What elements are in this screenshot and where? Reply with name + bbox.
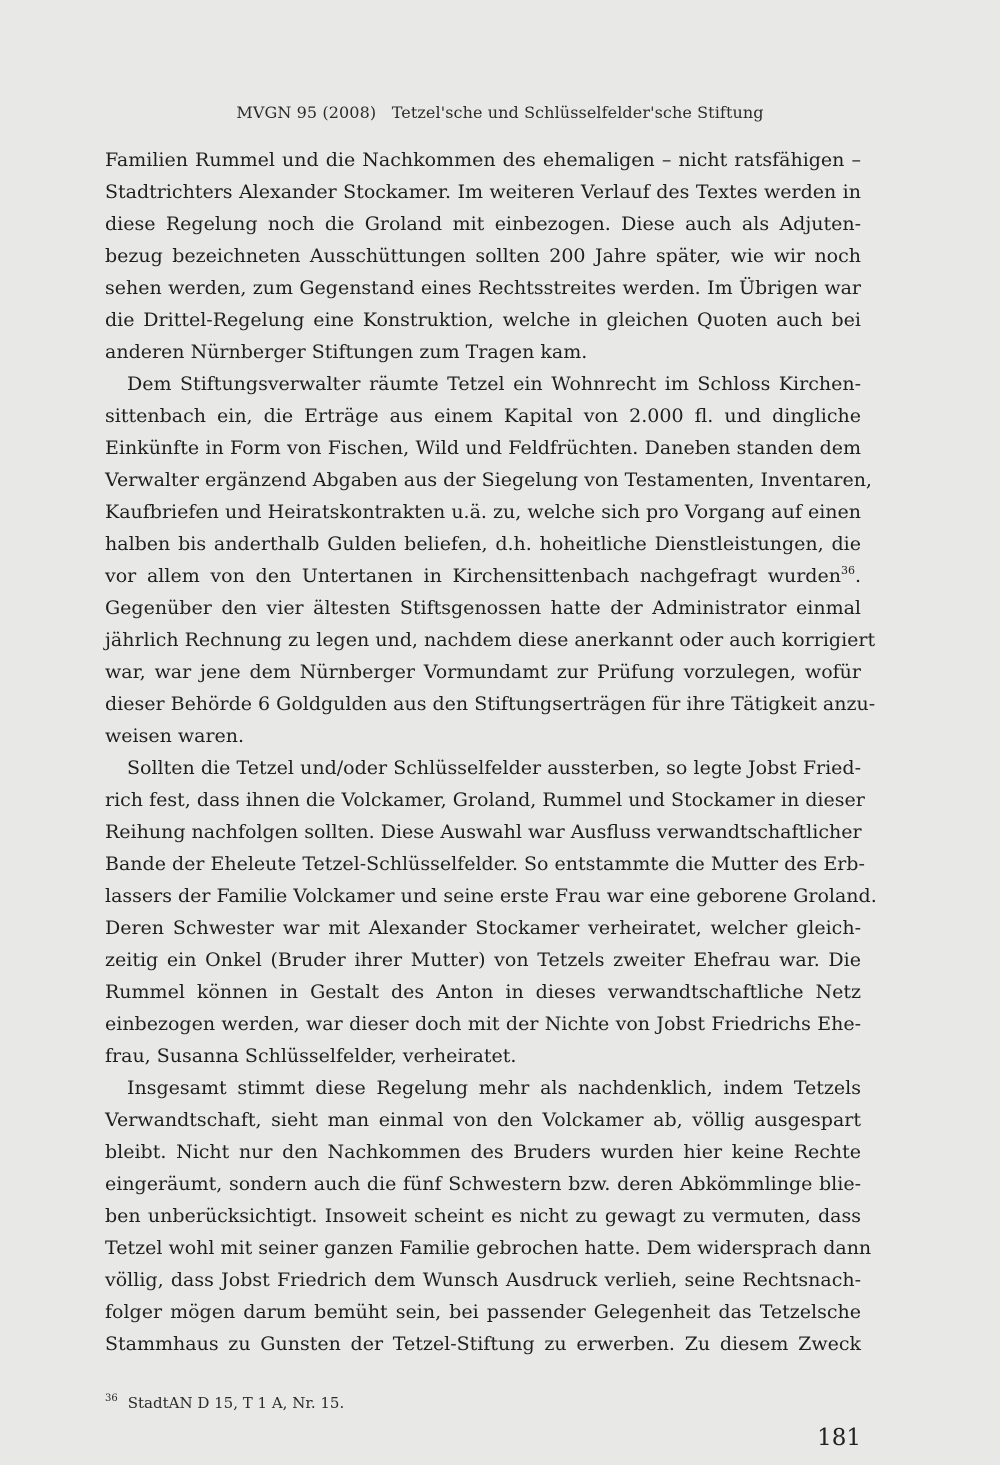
text-line: rich fest, dass ihnen die Volckamer, Groland, Rummel und Stockamer in dieser bbox=[105, 789, 865, 811]
text-line: Deren Schwester war mit Alexander Stockamer verheiratet, welcher gleich- bbox=[105, 917, 861, 939]
text-line: Dem Stiftungsverwalter räumte Tetzel ein Wohnrecht im Schloss Kirchen- bbox=[127, 373, 861, 395]
footnote-reference[interactable]: 36 bbox=[840, 564, 855, 577]
text-line: einbezogen werden, war dieser doch mit der Nichte von Jobst Friedrichs Ehe- bbox=[105, 1013, 861, 1035]
text-line: Einkünfte in Form von Fischen, Wild und Feldfrüchten. Daneben standen dem bbox=[105, 437, 861, 459]
text-line: die Drittel-Regelung eine Konstruktion, welche in gleichen Quoten auch bei bbox=[105, 309, 861, 331]
text-line: Rummel können in Gestalt des Anton in dieses verwandtschaftliche Netz bbox=[105, 981, 861, 1003]
text-line: jährlich Rechnung zu legen und, nachdem diese anerkannt oder auch korrigiert bbox=[105, 629, 876, 651]
text-line: Verwandtschaft, sieht man einmal von den Volckamer ab, völlig ausgespart bbox=[105, 1109, 861, 1131]
page-number: 181 bbox=[817, 1425, 861, 1451]
text-line: halben bis anderthalb Gulden beliefen, d.h. hoheitliche Dienstleistungen, die bbox=[105, 533, 861, 555]
footnote-number: 36 bbox=[105, 1393, 118, 1404]
text-line: folger mögen darum bemüht sein, bei passender Gelegenheit das Tetzelsche bbox=[105, 1301, 861, 1323]
text-line: ben unberücksichtigt. Insoweit scheint es nicht zu gewagt zu vermuten, dass bbox=[105, 1205, 861, 1227]
text-line: anderen Nürnberger Stiftungen zum Tragen kam. bbox=[105, 341, 588, 363]
text-line: Reihung nachfolgen sollten. Diese Auswahl war Ausfluss verwandtschaftlicher bbox=[105, 821, 862, 843]
text-line: völlig, dass Jobst Friedrich dem Wunsch Ausdruck verlieh, seine Rechtsnach- bbox=[105, 1269, 861, 1291]
text-line: Stadtrichters Alexander Stockamer. Im weiteren Verlauf des Textes werden in bbox=[105, 181, 861, 203]
text-line: Familien Rummel und die Nachkommen des ehemaligen – nicht ratsfähigen – bbox=[105, 149, 861, 171]
text-line: war, war jene dem Nürnberger Vormundamt zur Prüfung vorzulegen, wofür bbox=[105, 661, 861, 683]
text-line: Sollten die Tetzel und/oder Schlüsselfelder aussterben, so legte Jobst Fried- bbox=[127, 757, 861, 779]
text-line: Gegenüber den vier ältesten Stiftsgenossen hatte der Administrator einmal bbox=[105, 597, 861, 619]
text-line-with-footnote bbox=[105, 560, 861, 592]
footnote-reference-suffix: . bbox=[854, 565, 861, 587]
text-line: Bande der Eheleute Tetzel-Schlüsselfelder. So entstammte die Mutter des Erb- bbox=[105, 853, 865, 875]
footnote-text: StadtAN D 15, T 1 A, Nr. 15. bbox=[127, 1394, 345, 1412]
text-line: sittenbach ein, die Erträge aus einem Kapital von 2.000 fl. und dingliche bbox=[105, 405, 861, 427]
text-line: Stammhaus zu Gunsten der Tetzel-Stiftung zu erwerben. Zu diesem Zweck bbox=[105, 1333, 861, 1355]
text-line-content: vor allem von den Untertanen in Kirchensittenbach nachgefragt wurden bbox=[105, 565, 841, 587]
footnote bbox=[105, 1393, 344, 1412]
text-line: bleibt. Nicht nur den Nachkommen des Bruders wurden hier keine Rechte bbox=[105, 1141, 861, 1163]
text-line: zeitig ein Onkel (Bruder ihrer Mutter) von Tetzels zweiter Ehefrau war. Die bbox=[105, 949, 861, 971]
text-line: eingeräumt, sondern auch die fünf Schwestern bzw. deren Abkömmlinge blie- bbox=[105, 1173, 861, 1195]
text-line: frau, Susanna Schlüsselfelder, verheiratet. bbox=[105, 1045, 517, 1067]
text-line: dieser Behörde 6 Goldgulden aus den Stiftungserträgen für ihre Tätigkeit anzu- bbox=[105, 693, 876, 715]
text-line: diese Regelung noch die Groland mit einbezogen. Diese auch als Adjuten- bbox=[105, 213, 861, 235]
text-line: lassers der Familie Volckamer und seine erste Frau war eine geborene Groland. bbox=[105, 885, 877, 907]
text-line: Kaufbriefen und Heiratskontrakten u.ä. zu, welche sich pro Vorgang auf einen bbox=[105, 501, 861, 523]
running-header: MVGN 95 (2008) Tetzel'sche und Schlüsselfelder'sche Stiftung bbox=[236, 103, 764, 122]
text-line: Insgesamt stimmt diese Regelung mehr als nachdenklich, indem Tetzels bbox=[127, 1077, 861, 1099]
text-line: Tetzel wohl mit seiner ganzen Familie gebrochen hatte. Dem widersprach dann bbox=[105, 1237, 872, 1259]
text-line: Verwalter ergänzend Abgaben aus der Siegelung von Testamenten, Inventaren, bbox=[105, 469, 872, 491]
text-line: sehen werden, zum Gegenstand eines Rechtsstreites werden. Im Übrigen war bbox=[105, 277, 861, 299]
text-line: weisen waren. bbox=[105, 725, 245, 747]
text-line: bezug bezeichneten Ausschüttungen sollten 200 Jahre später, wie wir noch bbox=[105, 245, 861, 267]
